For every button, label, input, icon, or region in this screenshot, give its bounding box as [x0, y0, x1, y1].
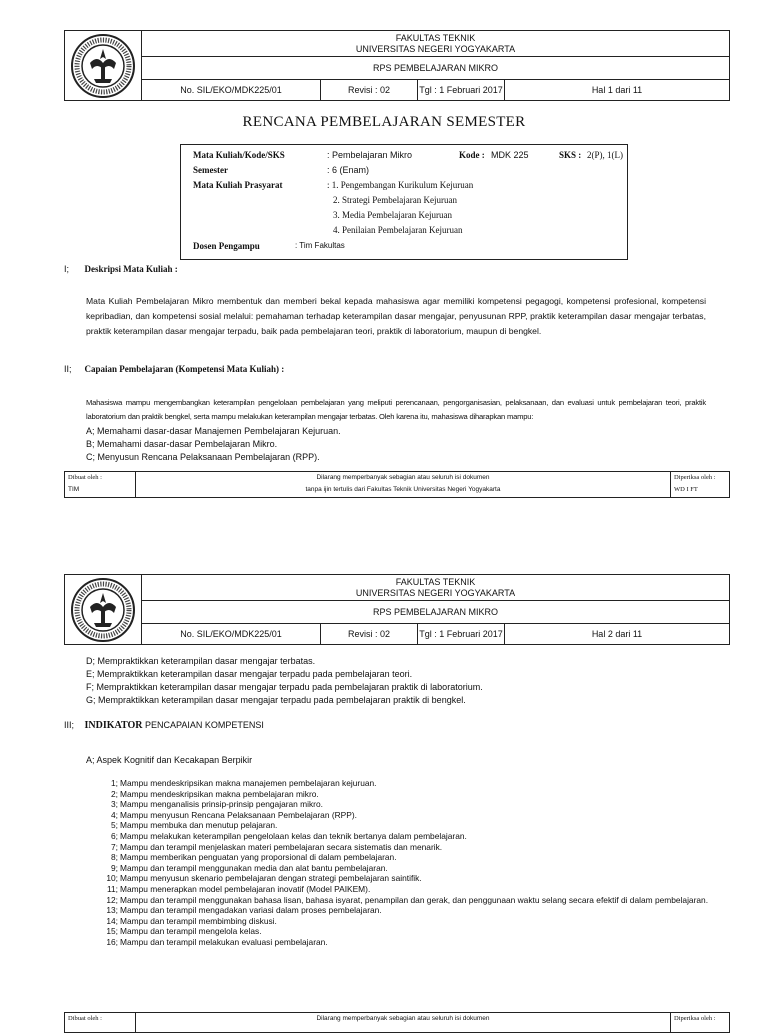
learning-outcome-text: Mahasiswa mampu mengembangkan keterampilan pengelolaan pembelajaran yang meliputi perencanaan, pengorganisasian, pelaksanaan, dan evaluasi untuk pembelajaran teori, praktik laboratorium dan praktik bengkel, serta mampu melakukan keterampilan mengajar terbatas. Oleh karena itu, mahasiswa diharapkan mampu:	[86, 398, 706, 421]
indicator-item	[100, 799, 710, 810]
checked-by-cell	[671, 1013, 730, 1033]
indicator-text: Mampu membuka dan menutup pelajaran.	[120, 820, 278, 831]
section-2-heading	[64, 364, 284, 374]
page-number: Hal 2 dari 11	[505, 624, 730, 645]
university-seal	[65, 31, 142, 101]
lecturer-label: Dosen Pengampu	[193, 241, 260, 251]
indicator-text: Mampu melakukan keterampilan pengelolaan kelas dan teknik bertanya dalam pembelajaran.	[120, 830, 467, 841]
seal-icon	[70, 577, 136, 643]
section-number: II;	[64, 364, 72, 374]
revision: Revisi : 02	[321, 624, 418, 645]
copyright-notice	[136, 472, 671, 498]
indicator-item	[100, 937, 710, 948]
faculty-name: FAKULTAS TEKNIK	[395, 32, 476, 43]
indicator-text: Mampu dan terampil menggunakan media dan alat bantu pembelajaran.	[120, 862, 388, 873]
indicator-text: Mampu menyusun skenario pembelajaran dengan strategi pembelajaran saintifik.	[120, 873, 422, 884]
doc-number: No. SIL/EKO/MDK225/01	[142, 624, 321, 645]
indicator-item	[100, 863, 710, 874]
section-number: I;	[64, 264, 70, 274]
issue-date: Tgl : 1 Februari 2017	[418, 624, 505, 645]
code-value: MDK 225	[491, 150, 529, 160]
course-value: : Pembelajaran Mikro	[327, 150, 413, 160]
outcome-item: C; Menyusun Rencana Pelaksanaan Pembelajaran (RPP).	[86, 452, 320, 462]
prerequisite-item: : 1. Pengembangan Kurikulum Kejuruan	[327, 180, 474, 190]
section-3-heading	[64, 720, 264, 731]
outcome-item: A; Memahami dasar-dasar Manajemen Pembelajaran Kejuruan.	[86, 426, 341, 436]
indicator-text: Mampu menyusun Rencana Pelaksanaan Pembelajaran (RPP).	[120, 809, 357, 820]
indicator-text: Mampu dan terampil membimbing diskusi.	[120, 915, 277, 926]
page-title: RENCANA PEMBELAJARAN SEMESTER	[242, 114, 526, 130]
faculty-cell	[142, 575, 730, 601]
made-by-value: TIM	[68, 486, 80, 493]
sks-value: 2(P), 1(L)	[587, 150, 623, 160]
indicator-number: 1;	[111, 778, 118, 788]
indicator-list	[100, 778, 710, 948]
page1-header	[64, 30, 730, 101]
indicator-number: 6;	[111, 830, 118, 841]
indicator-item	[100, 778, 710, 789]
indicator-item	[100, 916, 710, 927]
indicator-text: Mampu dan terampil menjelaskan materi pembelajaran secara sistematis dan menarik.	[120, 841, 443, 852]
indicator-item	[100, 884, 710, 895]
course-info-box	[180, 144, 628, 260]
seal-icon	[70, 33, 136, 99]
notice-line: tanpa ijin tertulis dari Fakultas Teknik Universitas Negeri Yogyakarta	[305, 486, 501, 493]
made-by-cell	[65, 472, 136, 498]
indicator-item	[100, 789, 710, 800]
notice-line: Dilarang memperbanyak sebagian atau seluruh isi dokumen	[316, 474, 490, 481]
indicator-item	[100, 831, 710, 842]
prerequisite-item: 3. Media Pembelajaran Kejuruan	[333, 210, 452, 220]
indicator-item	[100, 873, 710, 884]
indicator-item	[100, 810, 710, 821]
outcome-item: E; Mempraktikkan keterampilan dasar mengajar terpadu pada pembelajaran teori.	[86, 669, 413, 679]
indicator-number: 11;	[106, 883, 118, 894]
indicator-number: 4;	[111, 809, 118, 820]
doc-type: RPS PEMBELAJARAN MIKRO	[142, 601, 730, 624]
indicator-number: 8;	[111, 852, 118, 863]
doc-type: RPS PEMBELAJARAN MIKRO	[142, 57, 730, 80]
indicator-number: 10;	[106, 873, 118, 884]
section-1-heading	[64, 264, 178, 274]
made-by-label: Dibuat oleh :	[68, 474, 102, 481]
indicator-number: 14;	[106, 915, 118, 926]
indicator-text: Mampu dan terampil menggunakan bahasa lisan, bahasa isyarat, penampilan dan gerak, dan penggunaan waktu selang secara efektif di dalam pembelajaran.	[120, 894, 709, 905]
indicator-text: Mampu mendeskripsikan makna manajemen pembelajaran kejuruan.	[120, 778, 377, 788]
university-name: UNIVERSITAS NEGERI YOGYAKARTA	[355, 587, 516, 598]
revision: Revisi : 02	[321, 80, 418, 101]
outcome-item: B; Memahami dasar-dasar Pembelajaran Mikro.	[86, 439, 278, 449]
indicator-number: 16;	[106, 936, 118, 947]
university-seal	[65, 575, 142, 645]
indicator-item	[100, 842, 710, 853]
made-by-cell	[65, 1013, 136, 1033]
indicator-number: 15;	[106, 926, 118, 937]
outcome-item: F; Mempraktikkan keterampilan dasar mengajar terpadu pada pembelajaran praktik di laboratorium.	[86, 682, 483, 692]
faculty-cell	[142, 31, 730, 57]
indicator-number: 3;	[111, 799, 118, 810]
indicator-text: Mampu menerapkan model pembelajaran inovatif (Model PAIKEM).	[120, 883, 371, 894]
outcome-item: D; Mempraktikkan keterampilan dasar mengajar terbatas.	[86, 656, 316, 666]
section-number: III;	[64, 720, 75, 730]
checked-by-cell	[671, 472, 730, 498]
course-label: Mata Kuliah/Kode/SKS	[193, 150, 285, 160]
page2-header	[64, 574, 730, 645]
notice-line: Dilarang memperbanyak sebagian atau seluruh isi dokumen	[316, 1015, 490, 1022]
page2-footer	[64, 1012, 730, 1033]
section-title-bold: INDIKATOR	[84, 720, 143, 731]
prerequisite-item: 4. Penilaian Pembelajaran Kejuruan	[333, 225, 463, 235]
checked-by-label: Diperiksa oleh :	[674, 1015, 716, 1022]
faculty-name: FAKULTAS TEKNIK	[395, 576, 476, 587]
checked-by-label: Diperiksa oleh :	[674, 474, 716, 481]
indicator-text: Mampu menganalisis prinsip-prinsip pengajaran mikro.	[120, 799, 323, 810]
indicator-number: 13;	[106, 905, 118, 916]
indicator-number: 9;	[111, 862, 118, 873]
indicator-item	[100, 820, 710, 831]
made-by-label: Dibuat oleh :	[68, 1015, 102, 1022]
indicator-text: Mampu dan terampil melakukan evaluasi pembelajaran.	[120, 936, 328, 947]
indicator-number: 2;	[111, 788, 118, 799]
semester-label: Semester	[193, 165, 228, 175]
indicator-text: Mampu dan terampil mengadakan variasi dalam proses pembelajaran.	[120, 905, 382, 916]
doc-number: No. SIL/EKO/MDK225/01	[142, 80, 321, 101]
indicator-item	[100, 852, 710, 863]
code-label: Kode :	[459, 150, 485, 160]
aspect-heading: A; Aspek Kognitif dan Kecakapan Berpikir	[86, 755, 253, 765]
indicator-number: 12;	[106, 894, 118, 905]
indicator-text: Mampu mendeskripsikan makna pembelajaran mikro.	[120, 788, 319, 799]
issue-date: Tgl : 1 Februari 2017	[418, 80, 505, 101]
indicator-item	[100, 926, 710, 937]
section-title: Deskripsi Mata Kuliah :	[84, 264, 178, 274]
prerequisite-item: 2. Strategi Pembelajaran Kejuruan	[333, 195, 457, 205]
page-number: Hal 1 dari 11	[505, 80, 730, 101]
indicator-text: Mampu dan terampil mengelola kelas.	[120, 926, 262, 937]
indicator-number: 7;	[111, 841, 118, 852]
indicator-text: Mampu memberikan penguatan yang proporsional di dalam pembelajaran.	[120, 852, 397, 863]
indicator-item	[100, 905, 710, 916]
copyright-notice	[136, 1013, 671, 1033]
course-description: Mata Kuliah Pembelajaran Mikro membentuk dan memberi bekal kepada mahasiswa agar memiliki kompetensi pegagogi, kompetensi profesional, kompetensi kepribadian, dan kompetensi sosial melalui: pemahaman terhadap keterampilan dasar mengajar, penyusunan RPP, praktik keterampilan dasar mengajar terbatas, praktik keterampilan dasar mengajar terpadu, baik pada pembelajaran teori, praktik di laboratorium, maupun di bengkel.	[86, 296, 706, 336]
indicator-number: 5;	[111, 820, 118, 831]
lecturer-value: : Tim Fakultas	[295, 241, 345, 250]
section-title-rest: PENCAPAIAN KOMPETENSI	[145, 720, 264, 730]
page1-footer	[64, 471, 730, 498]
section-title: Capaian Pembelajaran (Kompetensi Mata Kuliah) :	[84, 364, 285, 374]
outcome-item: G; Mempraktikkan keterampilan dasar mengajar terpadu pada pembelajaran praktik di bengkel.	[86, 695, 466, 705]
checked-by-value: WD I FT	[674, 486, 698, 493]
university-name: UNIVERSITAS NEGERI YOGYAKARTA	[355, 43, 516, 54]
prerequisite-label: Mata Kuliah Prasyarat	[193, 180, 283, 190]
indicator-item	[100, 895, 710, 906]
semester-value: : 6 (Enam)	[327, 165, 370, 175]
sks-label: SKS :	[559, 150, 582, 160]
